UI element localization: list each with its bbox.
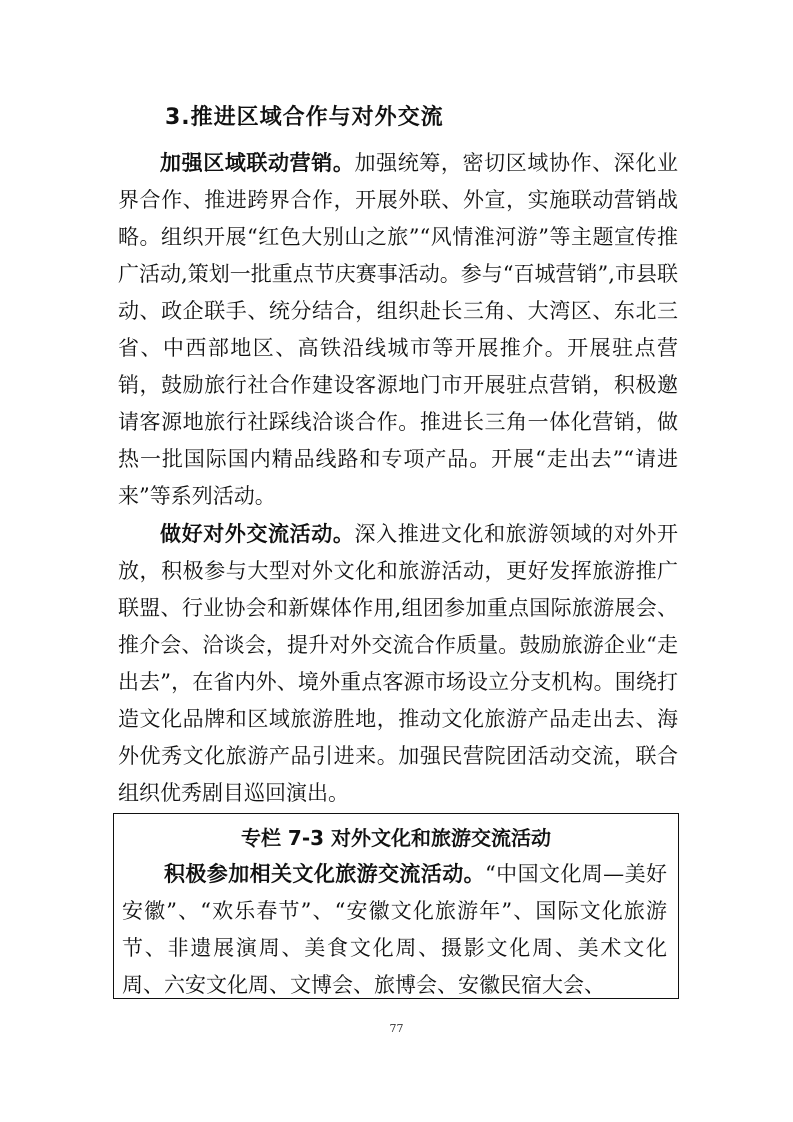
paragraph-body: 深入推进文化和旅游领域的对外开放，积极参与大型对外文化和旅游活动，更好发挥旅游推广联盟、行业协会和新媒体作用,组团参加重点国际旅游展会、推介会、洽谈会，提升对外交流合作质量。鼓励旅游企业“走出去”，在省内外、境外重点客源市场设立分支机构。围绕打造文化品牌和区域旅游胜地，推动文化旅游产品走出去、海外优秀文化旅游产品引进来。加强民营院团活动交流，联合组织优秀剧目巡回演出。 [118, 522, 679, 805]
column-box-lead: 积极参加相关文化旅游交流活动。 [164, 862, 486, 886]
column-box-title: 专栏 7-3 对外文化和旅游交流活动 [240, 826, 552, 850]
section-heading: 3.推进区域合作与对外交流 [165, 105, 444, 130]
paragraph-lead: 加强区域联动营销。 [160, 151, 355, 175]
paragraph-regional-marketing [118, 145, 678, 515]
paragraph-lead: 做好对外交流活动。 [160, 522, 355, 546]
page-number: 77 [389, 1022, 404, 1035]
column-box [113, 813, 679, 999]
column-box-body: “中国文化周—美好安徽”、“欢乐春节”、“安徽文化旅游年”、国际文化旅游节、非遗展演周、美食文化周、摄影文化周、美术文化周、六安文化周、文博会、旅博会、安徽民宿大会、 [122, 862, 667, 997]
column-box-paragraph [122, 856, 667, 999]
paragraph-external-exchange [118, 516, 678, 812]
paragraph-body: 加强统筹，密切区域协作、深化业界合作、推进跨界合作，开展外联、外宣，实施联动营销战略。组织开展“红色大别山之旅”“风情淮河游”等主题宣传推广活动,策划一批重点节庆赛事活动。参与“百城营销”,市县联动、政企联手、统分结合，组织赴长三角、大湾区、东北三省、中西部地区、高铁沿线城市等开展推介。开展驻点营销，鼓励旅行社合作建设客源地门市开展驻点营销，积极邀请客源地旅行社踩线洽谈合作。推进长三角一体化营销，做热一批国际国内精品线路和专项产品。开展“走出去”“请进来”等系列活动。 [118, 151, 679, 508]
